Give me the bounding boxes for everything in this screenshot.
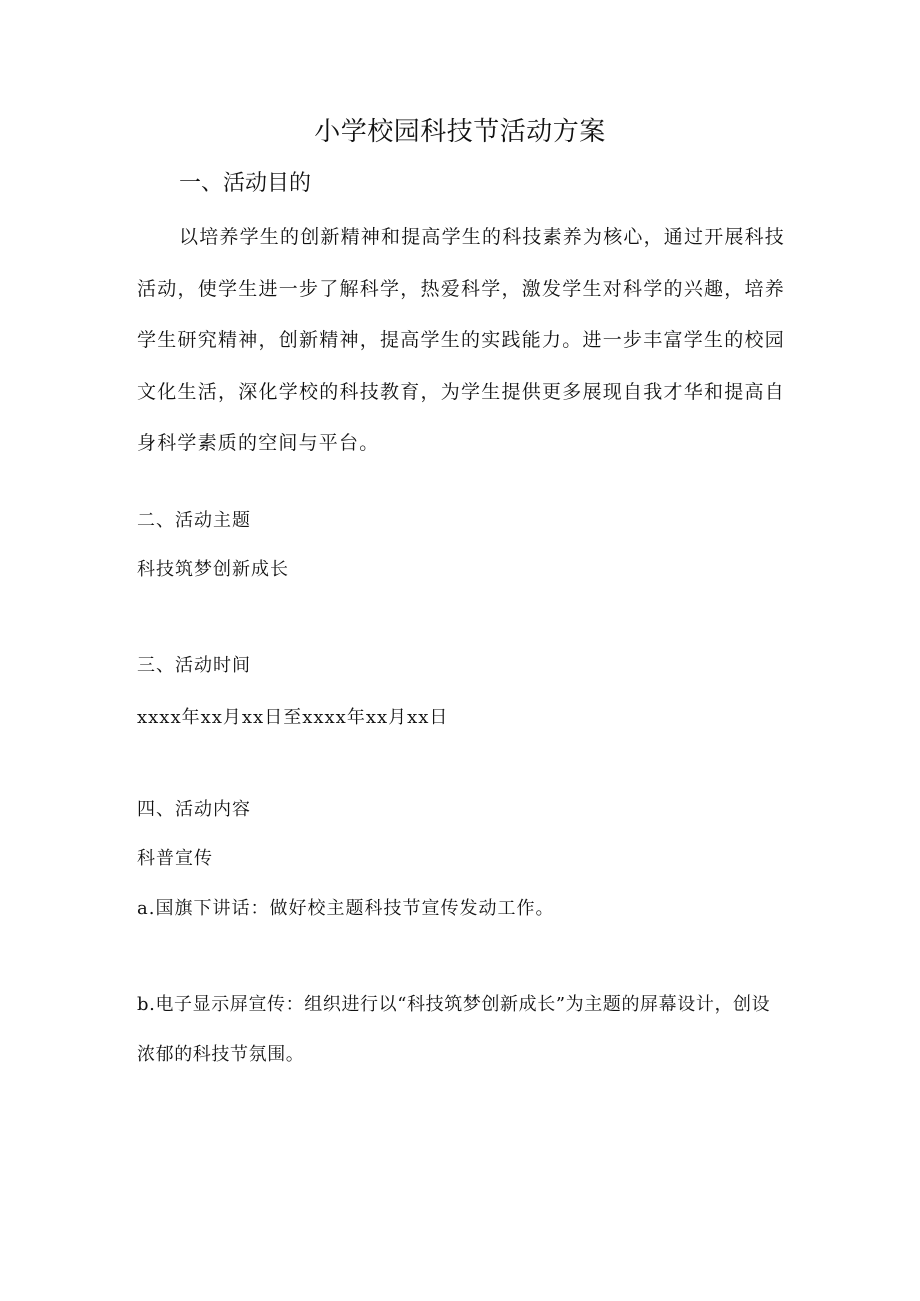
section-4-item-a: a.国旗下讲话：做好校主题科技节宣传发动工作。 [137, 898, 555, 919]
section-1-heading: 一、活动目的 [179, 171, 312, 196]
section-1-paragraph: 以培养学生的创新精神和提高学生的科技素养为核心，通过开展科技活动，使学生进一步了解科学，热爱科学，激发学生对科学的兴趣，培养学生研究精神，创新精神，提高学生的实践能力。进一步丰富学生的校园文化生活，深化学校的科技教育，为学生提供更多展现自我才华和提高自身科学素质的空间与平台。 [137, 226, 786, 454]
section-4-heading: 四、活动内容 [137, 799, 251, 820]
section-3-heading: 三、活动时间 [137, 655, 251, 676]
document-title: 小学校园科技节活动方案 [314, 117, 606, 147]
section-3-body: xxxx年xx月xx日至xxxx年xx月xx日 [137, 707, 449, 728]
section-2-body: 科技筑梦创新成长 [137, 559, 289, 580]
section-4-item-b: b.电子显示屏宣传：组织进行以“科技筑梦创新成长”为主题的屏幕设计，创设浓郁的科技节氛围。 [137, 994, 771, 1065]
section-2-heading: 二、活动主题 [137, 510, 251, 531]
section-4-subheading: 科普宣传 [137, 848, 213, 869]
